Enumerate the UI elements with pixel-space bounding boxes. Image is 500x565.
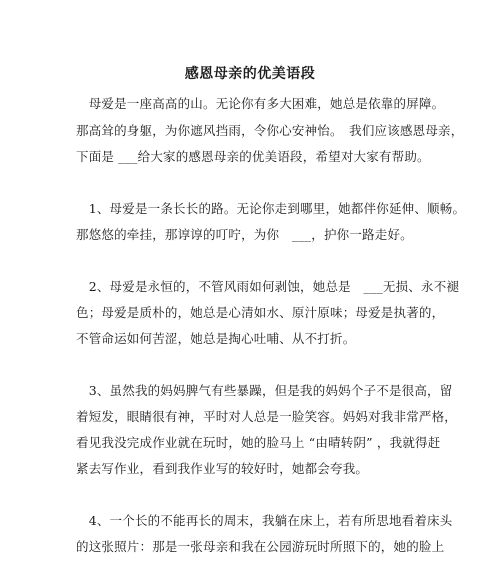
paragraph-line: 看见我没完成作业就在玩时，她的脸马上 “由晴转阴” ，我就得赶: [76, 435, 441, 450]
paragraph-line: 3、虽然我的妈妈脾气有些暴躁，但是我的妈妈个子不是很高，留: [76, 383, 453, 398]
paragraph-line: 2、母爱是永恒的，不管风雨如何剥蚀，她总是 ___无损、永不褪: [76, 279, 460, 294]
paragraph-line: 母爱是一座高高的山。无论你有多大困难，她总是依靠的屏障。: [76, 96, 445, 111]
paragraph-line: 不管命运如何苦涩，她总是掏心吐哺、从不打折。: [76, 331, 356, 346]
paragraph-line: 的这张照片：那是一张母亲和我在公园游玩时所照下的，她的脸上: [76, 539, 445, 554]
document-title: 感恩母亲的优美语段: [184, 66, 316, 82]
paragraph-line: 紧去写作业，看到我作业写的较好时，她都会夸我。: [76, 461, 369, 476]
paragraph-line: 那悠悠的牵挂，那谆谆的叮咛，为你 ___，护你一路走好。: [76, 227, 413, 242]
paragraph-line: 1、母爱是一条长长的路。无论你走到哪里，她都伴你延伸、顺畅。: [76, 201, 466, 216]
paragraph-line: 下面是 ___给大家的感恩母亲的优美语段，希望对大家有帮助。: [76, 149, 430, 164]
paragraph-line: 着短发，眼睛很有神，平时对人总是一脸笑容。妈妈对我非常严格，: [76, 409, 458, 424]
paragraph-line: 那高耸的身躯，为你遮风挡雨，令你心安神怡。 我们应该感恩母亲，: [76, 123, 464, 138]
paragraph-line: 色；母爱是质朴的，她总是心清如水、原汁原味；母爱是执著的，: [76, 305, 445, 320]
paragraph-line: 4、一个长的不能再长的周末，我躺在床上，若有所思地看着床头: [76, 513, 453, 528]
